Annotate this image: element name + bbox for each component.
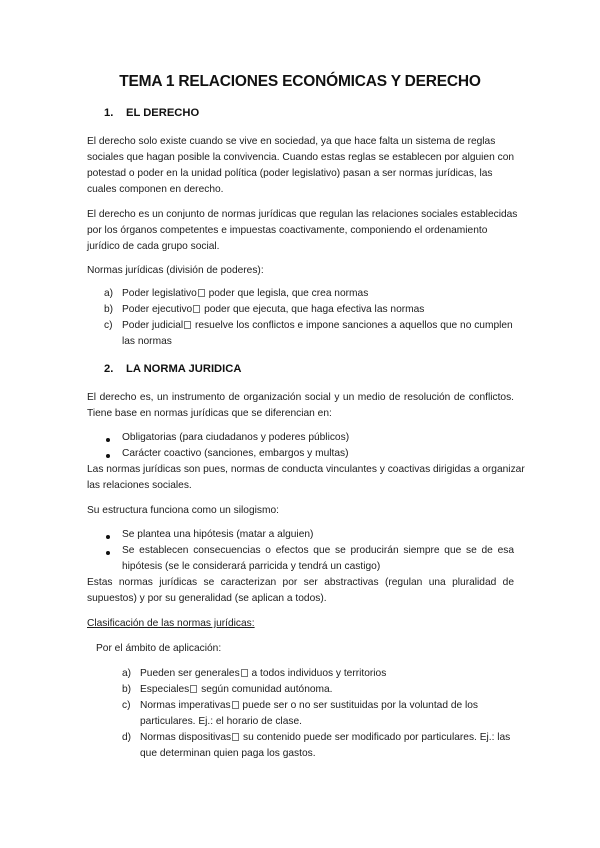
missing-glyph-icon <box>232 733 239 741</box>
missing-glyph-icon <box>241 669 248 677</box>
text-line: Tiene base en normas jurídicas que se diferencian en: <box>87 408 332 419</box>
list-item-text <box>122 304 424 315</box>
missing-glyph-icon <box>232 701 239 709</box>
document-title: TEMA 1 RELACIONES ECONÓMICAS Y DERECHO <box>119 73 481 90</box>
missing-glyph-icon <box>198 289 205 297</box>
missing-glyph-icon <box>190 685 197 693</box>
list-item-text <box>122 320 513 331</box>
text-line: El derecho es, un instrumento de organización social y un medio de resolución de conflictos. <box>87 392 514 403</box>
text-line: las relaciones sociales. <box>87 480 192 491</box>
term: Poder legislativo <box>122 288 197 299</box>
text-line: potestad o poder en la unidad política (poder legislativo) pasan a ser normas jurídicas, las <box>87 168 493 179</box>
list-item-continuation: particulares. Ej.: el horario de clase. <box>140 716 302 727</box>
description: resuelve los conflictos e impone sanciones a aquellos que no cumplen <box>192 320 513 331</box>
missing-glyph-icon <box>184 321 191 329</box>
list-item-continuation: hipótesis (se le considerará parricida y tendrá un castigo) <box>122 561 381 572</box>
bullet-icon <box>106 551 110 555</box>
silogismo-intro: Su estructura funciona como un silogismo: <box>87 505 279 516</box>
list-item-continuation: que determinan quien paga los gastos. <box>140 748 316 759</box>
description: según comunidad autónoma. <box>198 684 333 695</box>
section-title: LA NORMA JURIDICA <box>126 363 242 375</box>
term: Normas imperativas <box>140 700 231 711</box>
text-line: sociales que hagan posible la convivencia. Cuando estas reglas se establecen por alguien con <box>87 152 515 163</box>
list-marker: a) <box>104 288 114 299</box>
list-item-text <box>140 700 478 711</box>
section-number: 2. <box>104 363 114 375</box>
description: puede ser o no ser sustituidas por la voluntad de los <box>239 700 479 711</box>
list-marker: a) <box>122 668 132 679</box>
bullet-icon <box>106 438 110 442</box>
scope-intro: Por el ámbito de aplicación: <box>96 643 222 654</box>
list-item-text <box>140 668 386 679</box>
term: Normas dispositivas <box>140 732 232 743</box>
term: Especiales <box>140 684 190 695</box>
list-item-text: Obligatorias (para ciudadanos y poderes públicos) <box>122 432 350 443</box>
section-heading-la-norma-juridica <box>104 363 241 375</box>
description: poder que legisla, que crea normas <box>205 288 369 299</box>
text-line: Estas normas jurídicas se caracterizan por ser abstractivas (regulan una pluralidad de <box>87 577 514 588</box>
section-heading-el-derecho <box>104 107 199 119</box>
list-marker: b) <box>122 684 132 695</box>
list-item-text <box>122 288 368 299</box>
classification-heading: Clasificación de las normas jurídicas: <box>87 618 255 629</box>
list-item-text: Se plantea una hipótesis (matar a alguien) <box>122 529 314 540</box>
text-line: por los órganos competentes e impuestas coactivamente, componiendo el ordenamiento <box>87 225 488 236</box>
bullet-icon <box>106 535 110 539</box>
term: Poder judicial <box>122 320 184 331</box>
list-intro-division-poderes: Normas jurídicas (división de poderes): <box>87 265 264 276</box>
text-line: El derecho solo existe cuando se vive en sociedad, ya que hace falta un sistema de reglas <box>87 136 496 147</box>
list-marker: c) <box>104 320 113 331</box>
text-line: Las normas jurídicas son pues, normas de conducta vinculantes y coactivas dirigidas a organizar <box>87 464 525 475</box>
term: Poder ejecutivo <box>122 304 193 315</box>
list-item-text <box>140 732 510 743</box>
list-marker: d) <box>122 732 132 743</box>
section-title: EL DERECHO <box>126 107 200 119</box>
text-line: El derecho es un conjunto de normas jurídicas que regulan las relaciones sociales establecidas <box>87 209 518 220</box>
list-item-continuation: las normas <box>122 336 172 347</box>
description: su contenido puede ser modificado por particulares. Ej.: las <box>240 732 511 743</box>
description: poder que ejecuta, que haga efectiva las normas <box>201 304 425 315</box>
missing-glyph-icon <box>193 305 200 313</box>
text-line: cuales componen en derecho. <box>87 184 224 195</box>
section-number: 1. <box>104 107 114 119</box>
text-line: supuestos) y por su generalidad (se aplican a todos). <box>87 593 327 604</box>
list-item-text: Se establecen consecuencias o efectos que se producirán siempre que se de esa <box>122 545 514 556</box>
bullet-icon <box>106 454 110 458</box>
list-marker: b) <box>104 304 114 315</box>
description: a todos individuos y territorios <box>248 668 387 679</box>
text-line: jurídico de cada grupo social. <box>87 241 220 252</box>
list-item-text <box>140 684 333 695</box>
list-marker: c) <box>122 700 131 711</box>
list-item-text: Carácter coactivo (sanciones, embargos y multas) <box>122 448 349 459</box>
term: Pueden ser generales <box>140 668 240 679</box>
